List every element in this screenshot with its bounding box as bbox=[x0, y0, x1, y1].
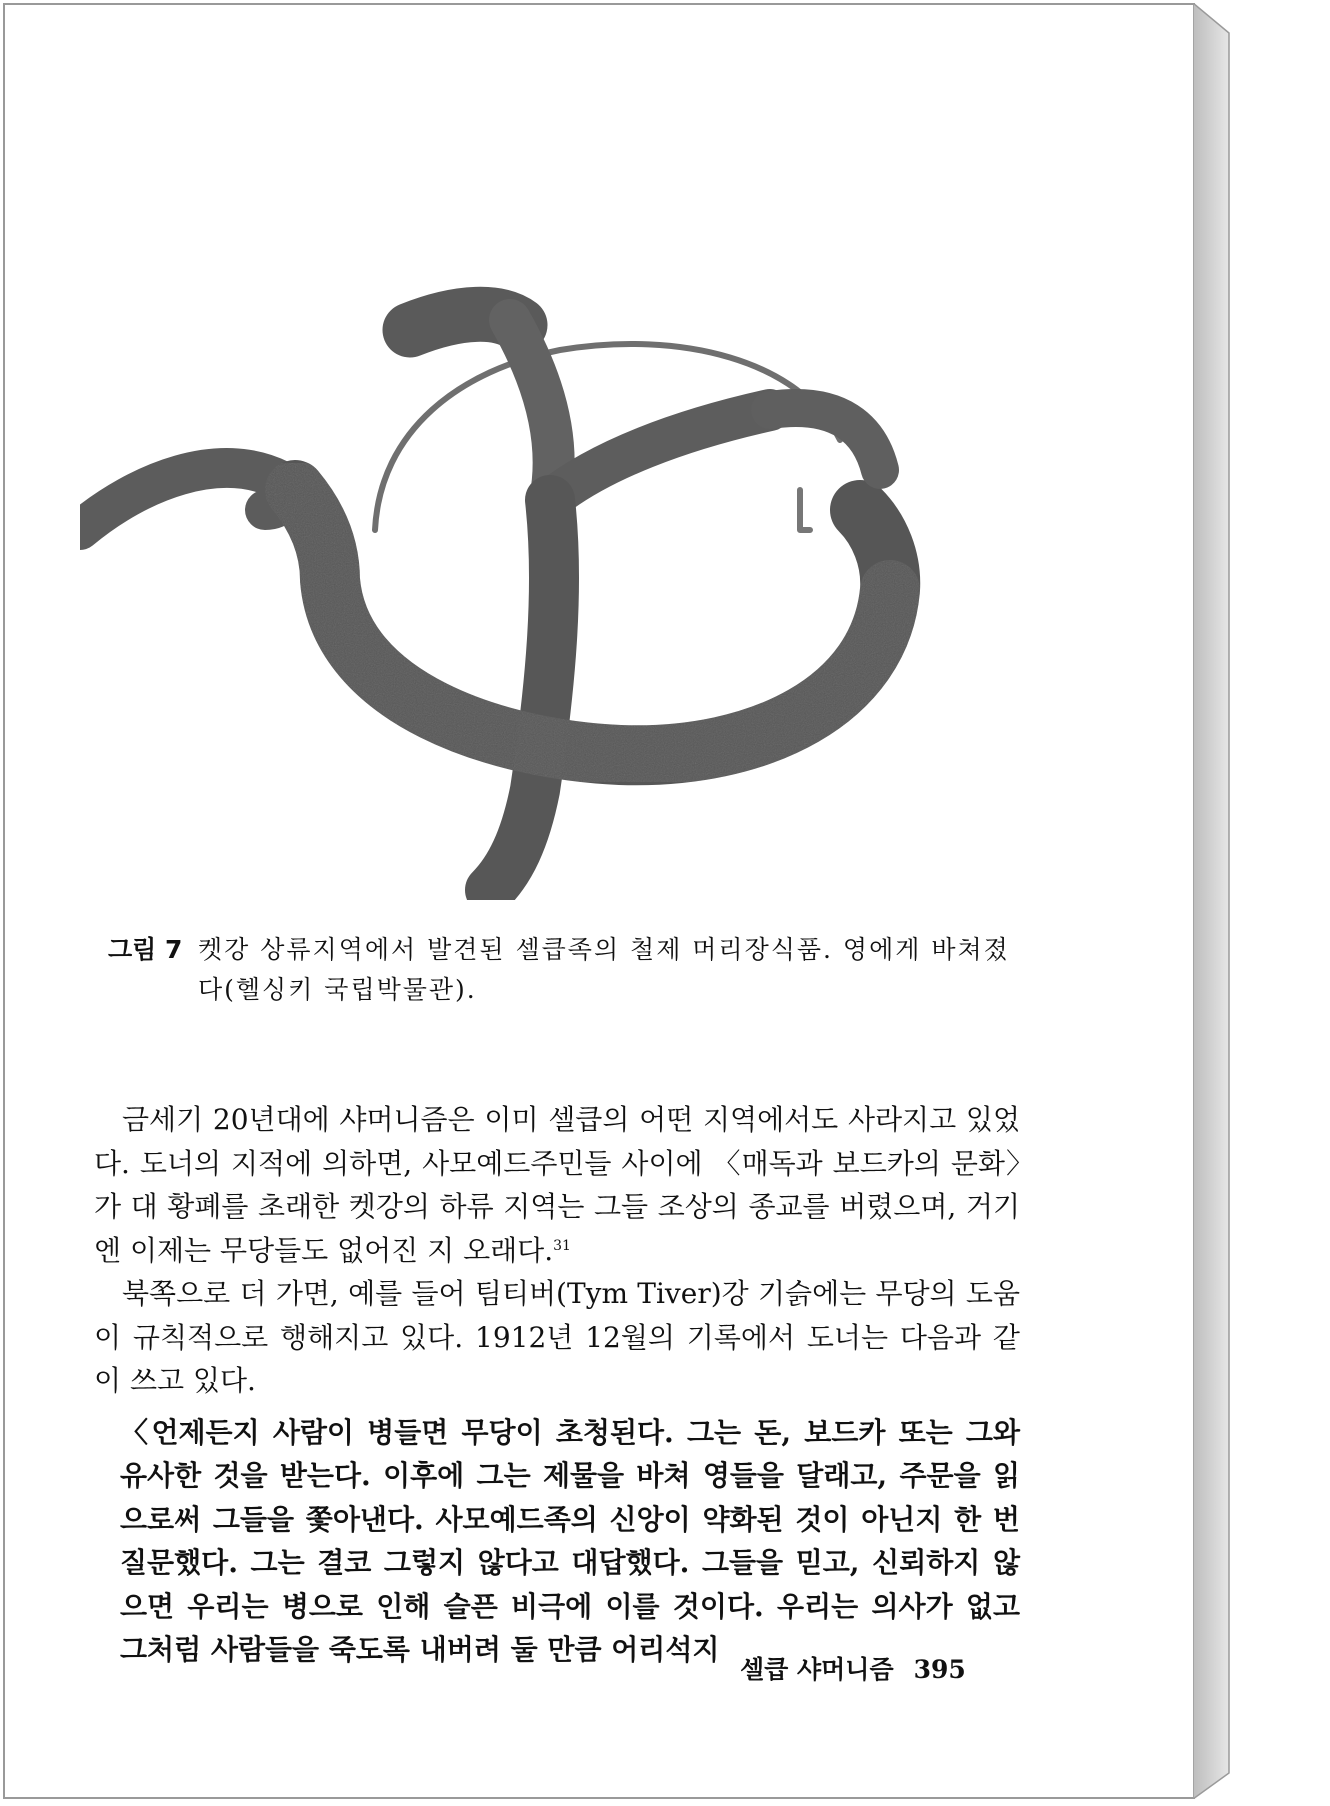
running-title: 셀큽 샤머니즘 bbox=[740, 1655, 894, 1684]
page-footer bbox=[740, 1650, 966, 1686]
body-text bbox=[94, 1098, 1020, 1672]
page-edge-spine bbox=[1193, 3, 1243, 1799]
figure-label: 그림 7 bbox=[108, 935, 183, 964]
figure-caption-text: 켓강 상류지역에서 발견된 셀큽족의 철제 머리장식품. 영에게 바쳐졌다(헬싱키 국립박물관). bbox=[198, 935, 1010, 1004]
page-number: 395 bbox=[913, 1655, 966, 1684]
iron-headdress-illustration bbox=[80, 230, 1030, 900]
paragraph: 북쪽으로 더 가면, 예를 들어 팀티버(Tym Tiver)강 기슭에는 무당의 도움이 규칙적으로 행해지고 있다. 1912년 12월의 기록에서 도너는 다음과 같이 쓰고 있다. bbox=[94, 1277, 1020, 1397]
paragraph-text: 금세기 20년대에 샤머니즘은 이미 셀큽의 어떤 지역에서도 사라지고 있었다. 도너의 지적에 의하면, 사모예드주민들 사이에 〈매독과 보드카의 문화〉가 대 황폐를 초래한 켓강의 하류 지역는 그들 조상의 종교를 버렸으며, 거기엔 이제는 무당들도 없어진 지 오래다. bbox=[94, 1103, 1020, 1267]
paragraph bbox=[94, 1098, 1020, 1272]
quote-paragraph: 〈언제든지 사람이 병들면 무당이 초청된다. 그는 돈, 보드카 또는 그와 유사한 것을 받는다. 이후에 그는 제물을 바쳐 영들을 달래고, 주문을 읽으로써 그들을 쫓아낸다. 사모예드족의 신앙이 약화된 것이 아닌지 한 번 질문했다. 그는 결코 그렇지 않다고 대답했다. 그들을 믿고, 신뢰하지 않으면 우리는 병으로 인해 슬픈 비극에 이를 것이다. 우리는 의사가 없고 그처럼 사람들을 죽도록 내버려 둘 만큼 어리석지 bbox=[120, 1415, 1020, 1666]
footnote-ref: 31 bbox=[553, 1237, 571, 1254]
